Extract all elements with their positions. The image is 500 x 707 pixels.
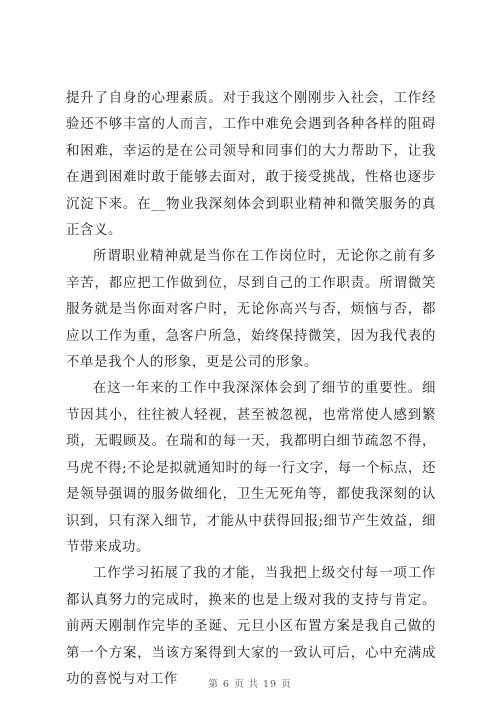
paragraph-3: 在这一年来的工作中我深深体会到了细节的重要性。细节因其小，往往被人轻视，甚至被忽视，也常常使人感到繁琐，无暇顾及。在瑞和的每一天，我都明白细节疏忽不得，马虎不得;不论是拟就通知时的每一行文字，每一个标点，还是领导强调的服务做细化，卫生无死角等，都使我深刻的认识到，只有深入细节，才能从中获得回报;细节产生效益，细节带来成功。 [66, 381, 436, 555]
paragraph-1: 提升了自身的心理素质。对于我这个刚刚步入社会，工作经验还不够丰富的人而言，工作中难免会遇到各种各样的阻碍和困难，幸运的是在公司领导和同事们的大力帮助下，让我在遇到困难时敢于能够去面对，敢于接受挑战，性格也逐步沉淀下来。在__物业我深刻体会到职业精神和微笑服务的真正含义。 [66, 91, 436, 239]
page-number-footer: 第 6 页 共 19 页 [208, 679, 292, 690]
paragraph-2: 所谓职业精神就是当你在工作岗位时，无论你之前有多辛苦，都应把工作做到位，尽到自己的工作职责。所谓微笑服务就是当你面对客户时，无论你高兴与否，烦恼与否，都应以工作为重，急客户所急，始终保持微笑，因为我代表的不单是我个人的形象，更是公司的形象。 [66, 249, 436, 371]
document-body [66, 86, 436, 693]
paragraph-4: 工作学习拓展了我的才能，当我把上级交付每一项工作都认真努力的完成时，换来的也是上级对我的支持与肯定。前两天刚制作完毕的圣诞、元旦小区布置方案是我自己做的第一个方案，当该方案得到大家的一致认可后，心中充满成功的喜悦与对工作 [66, 566, 436, 687]
